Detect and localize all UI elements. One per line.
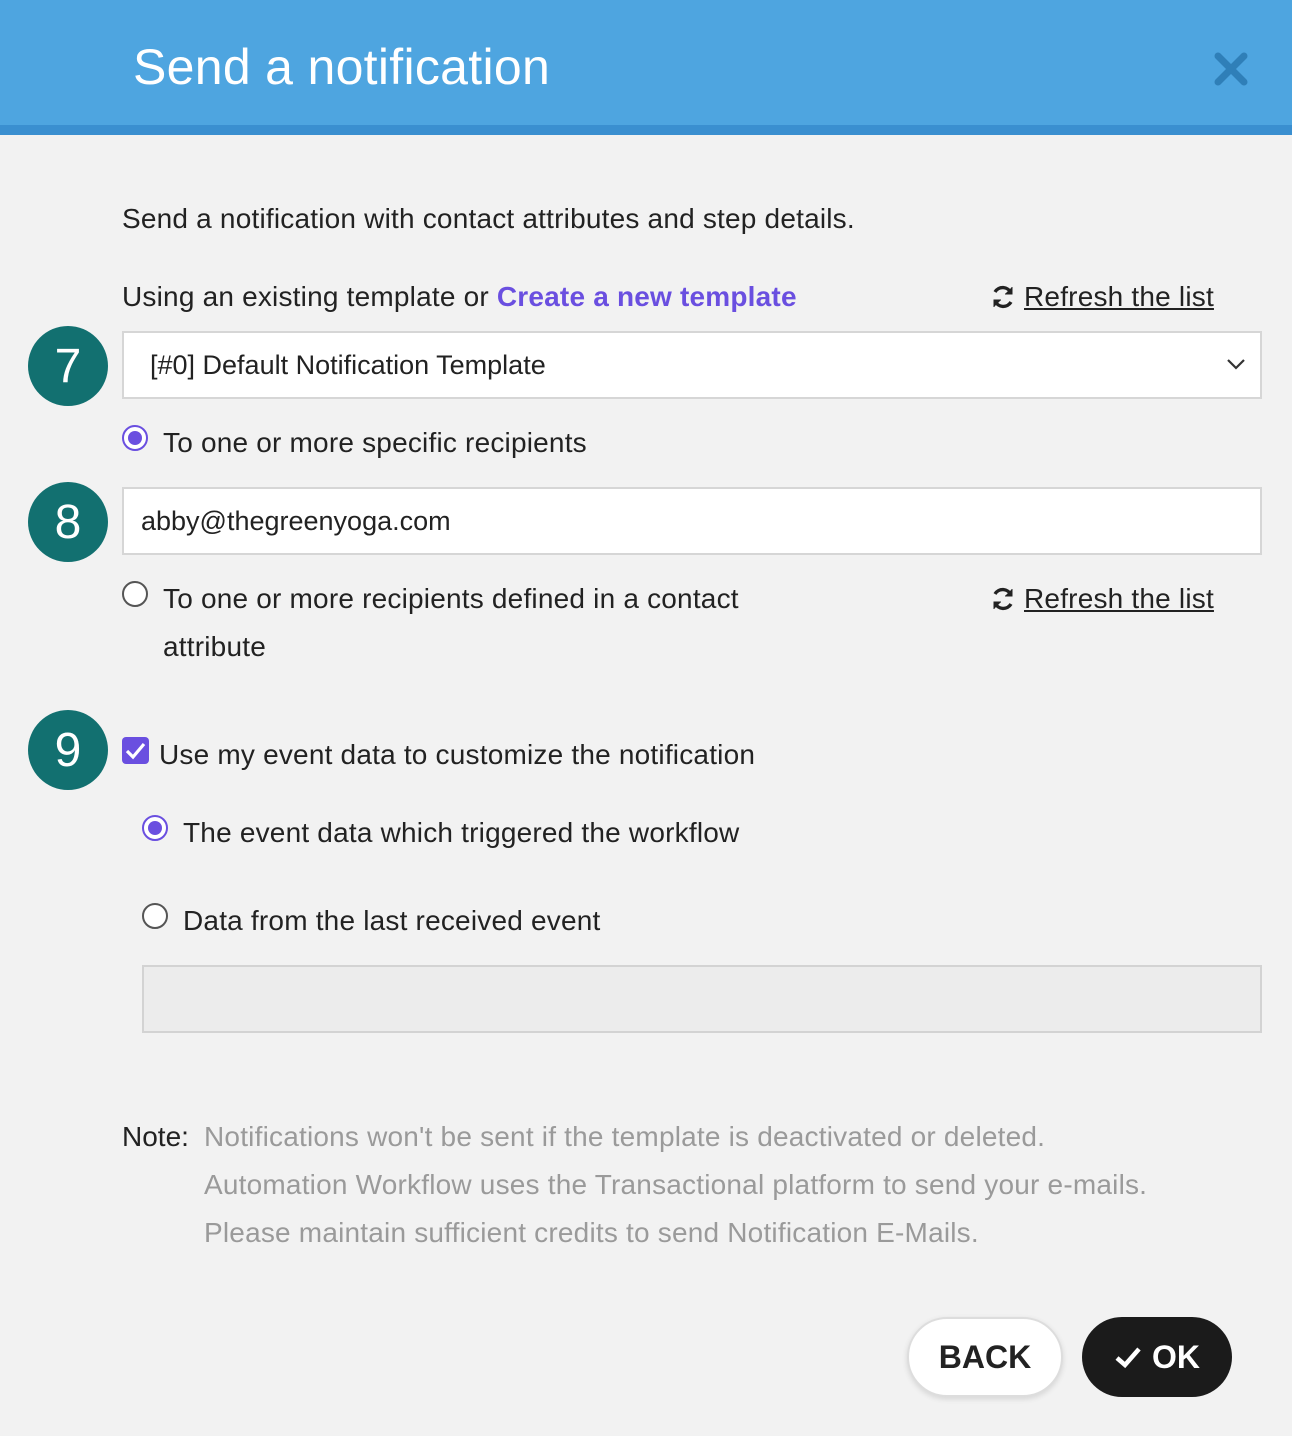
note-line: Notifications won't be sent if the template is deactivated or deleted.	[204, 1121, 1046, 1152]
close-icon[interactable]	[1210, 48, 1252, 90]
radio-contact-attribute-label: To one or more recipients defined in a contact	[163, 583, 739, 614]
recipient-email-input[interactable]	[122, 487, 1262, 555]
intro-text: Send a notification with contact attributes and step details.	[122, 203, 855, 234]
radio-contact-attribute-label-cont: attribute	[163, 631, 266, 662]
refresh-attribute-list-link[interactable]	[990, 583, 1214, 615]
ok-button[interactable]	[1082, 1317, 1232, 1397]
note-line: Please maintain sufficient credits to send Notification E-Mails.	[204, 1217, 979, 1248]
radio-last-event-label: Data from the last received event	[183, 905, 601, 936]
note-line: Automation Workflow uses the Transactional platform to send your e-mails.	[204, 1169, 1148, 1200]
radio-last-event[interactable]	[142, 903, 168, 929]
template-label-row	[122, 281, 797, 313]
radio-specific-recipients-label: To one or more specific recipients	[163, 427, 587, 458]
dialog-title: Send a notification	[133, 39, 551, 95]
dialog-header	[0, 0, 1292, 135]
ok-label: OK	[1152, 1338, 1200, 1375]
create-template-link[interactable]: Create a new template	[496, 281, 797, 312]
radio-contact-attribute[interactable]	[122, 581, 148, 607]
radio-triggered-event[interactable]	[142, 815, 168, 841]
refresh-label: Refresh the list	[1024, 583, 1214, 614]
check-icon	[1114, 1345, 1142, 1369]
step-badge-8: 8	[28, 482, 108, 562]
template-select-value: [#0] Default Notification Template	[150, 350, 546, 380]
refresh-template-list-link[interactable]	[990, 281, 1214, 313]
template-select[interactable]	[122, 331, 1262, 399]
radio-triggered-event-label: The event data which triggered the workflow	[183, 817, 740, 848]
back-button[interactable]: BACK	[907, 1317, 1063, 1397]
use-event-data-checkbox[interactable]	[122, 737, 149, 764]
refresh-icon	[990, 586, 1016, 612]
step-badge-7: 7	[28, 326, 108, 406]
refresh-icon	[990, 284, 1016, 310]
chevron-down-icon	[1226, 357, 1246, 371]
check-icon	[125, 741, 146, 760]
step-badge-9: 9	[28, 710, 108, 790]
use-event-data-label: Use my event data to customize the notification	[159, 739, 756, 770]
note-label: Note:	[122, 1121, 189, 1152]
template-label: Using an existing template or	[122, 281, 489, 312]
radio-specific-recipients[interactable]	[122, 425, 148, 451]
refresh-label: Refresh the list	[1024, 281, 1214, 312]
last-event-select-disabled	[142, 965, 1262, 1033]
